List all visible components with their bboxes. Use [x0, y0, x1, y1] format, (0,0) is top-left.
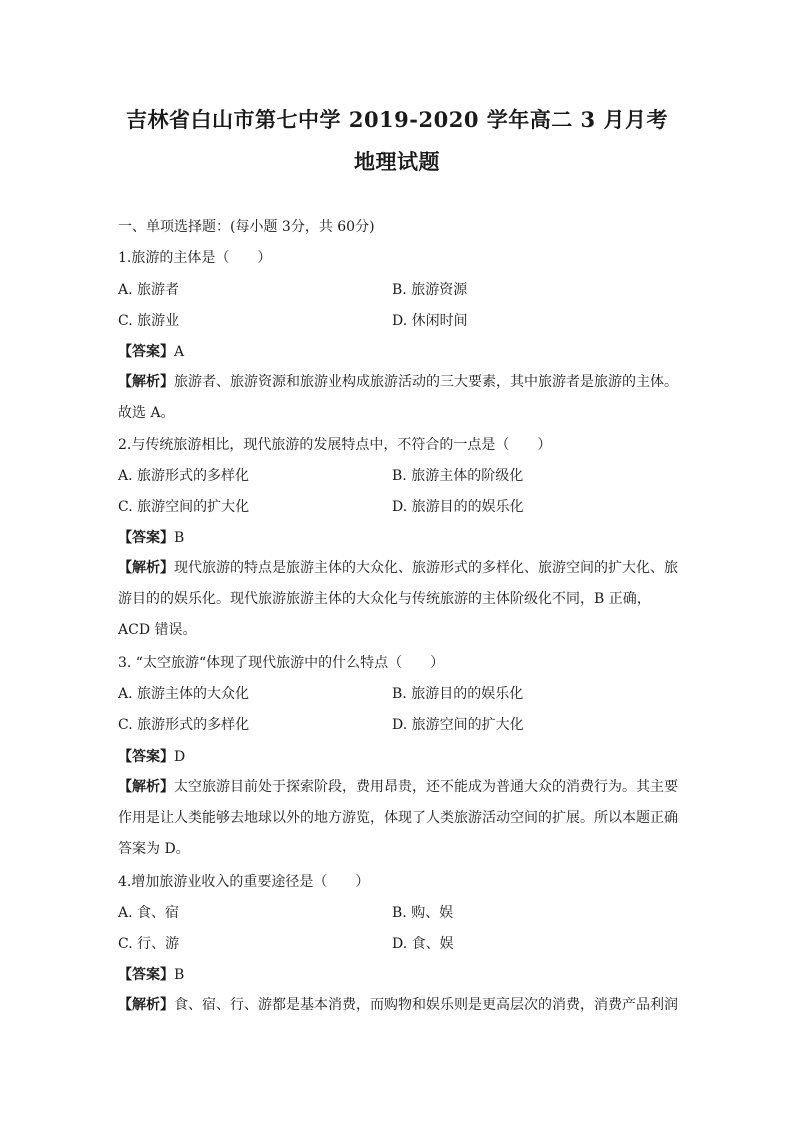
option-a: A. 旅游形式的多样化 — [118, 468, 250, 484]
answer-line — [118, 965, 184, 985]
analysis-text: 食、宿、行、游都是基本消费，而购物和娱乐则是更高层次的消费，消费产品利润 — [174, 997, 678, 1013]
analysis-text: 现代旅游的特点是旅游主体的大众化、旅游形式的多样化、旅游空间的扩大化、旅游目的的娱乐化。现代旅游旅游主体的大众化与传统旅游的主体阶级化不同，B 正确，ACD 错误。 — [118, 560, 678, 638]
analysis-paragraph — [118, 553, 680, 646]
analysis-text: 旅游者、旅游资源和旅游业构成旅游活动的三大要素，其中旅游者是旅游的主体。故选 A。 — [118, 374, 678, 421]
analysis-paragraph — [118, 367, 680, 429]
analysis-paragraph — [118, 990, 680, 1021]
section-heading: 一、单项选择题：(每小题 3分，共 60分) — [118, 219, 375, 235]
option-b: B. 旅游目的的娱乐化 — [392, 686, 524, 702]
option-d: D. 休闲时间 — [392, 313, 468, 329]
analysis-label: 【解析】 — [118, 560, 174, 576]
question-stem: 4.增加旅游业收入的重要途径是（ ） — [118, 874, 370, 890]
answer-label: 【答案】 — [118, 749, 174, 765]
option-a: A. 食、宿 — [118, 905, 180, 921]
option-c: C. 旅游形式的多样化 — [118, 717, 250, 733]
analysis-paragraph — [118, 772, 680, 865]
option-d: D. 旅游目的的娱乐化 — [392, 499, 524, 515]
analysis-label: 【解析】 — [118, 374, 174, 390]
answer-label: 【答案】 — [118, 344, 174, 360]
option-b: B. 购、娱 — [392, 905, 454, 921]
option-a: A. 旅游者 — [118, 282, 180, 298]
document-subtitle: 地理试题 — [354, 149, 440, 174]
option-c: C. 旅游空间的扩大化 — [118, 499, 250, 515]
answer-line — [118, 528, 184, 548]
question-stem: 3. “太空旅游“体现了现代旅游中的什么特点（ ） — [118, 655, 445, 671]
question-stem: 1.旅游的主体是（ ） — [118, 250, 272, 266]
option-a: A. 旅游主体的大众化 — [118, 686, 250, 702]
answer-value: B — [174, 530, 185, 546]
option-d: D. 旅游空间的扩大化 — [392, 717, 524, 733]
option-b: B. 旅游资源 — [392, 282, 468, 298]
question-stem: 2.与传统旅游相比，现代旅游的发展特点中，不符合的一点是（ ） — [118, 437, 552, 453]
document-title: 吉林省白山市第七中学 2019-2020 学年高二 3 月月考 — [126, 107, 668, 132]
answer-value: A — [174, 344, 185, 360]
analysis-label: 【解析】 — [118, 779, 174, 795]
answer-value: B — [174, 967, 185, 983]
answer-label: 【答案】 — [118, 530, 174, 546]
answer-value: D — [174, 749, 186, 765]
answer-label: 【答案】 — [118, 967, 174, 983]
option-d: D. 食、娱 — [392, 936, 454, 952]
answer-line — [118, 342, 184, 362]
option-b: B. 旅游主体的阶级化 — [392, 468, 524, 484]
option-c: C. 旅游业 — [118, 313, 180, 329]
analysis-text: 太空旅游目前处于探索阶段，费用昂贵，还不能成为普通大众的消费行为。其主要作用是让人类能够去地球以外的地方游览，体现了人类旅游活动空间的扩展。所以本题正确答案为 D。 — [118, 779, 678, 857]
analysis-label: 【解析】 — [118, 997, 174, 1013]
answer-line — [118, 747, 185, 767]
option-c: C. 行、游 — [118, 936, 180, 952]
